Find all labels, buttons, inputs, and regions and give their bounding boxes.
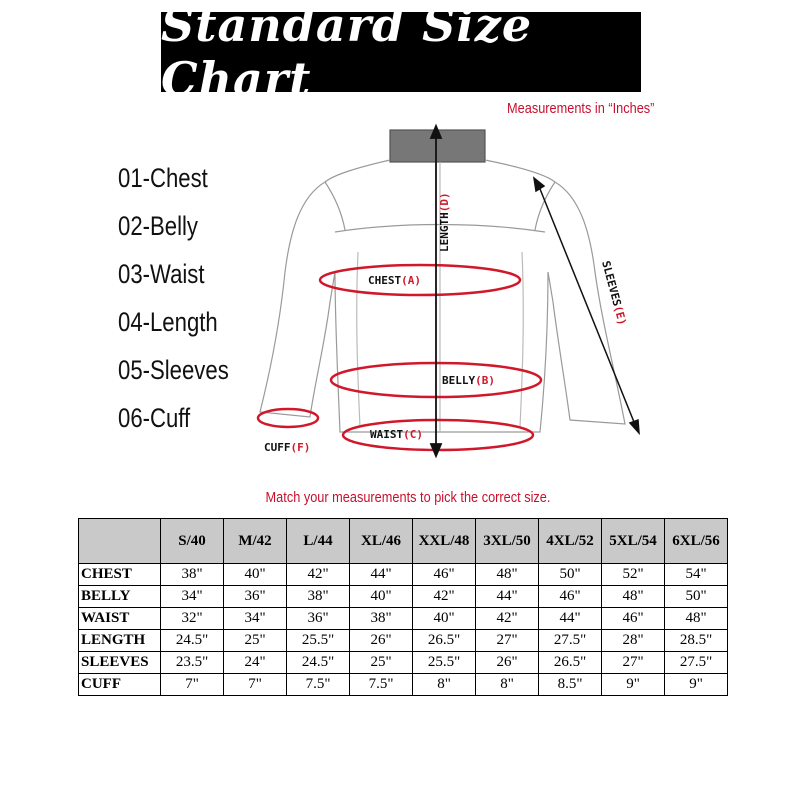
belly-label: BELLY(B)	[442, 374, 495, 387]
table-cell: 40"	[224, 564, 287, 586]
table-cell: 40"	[350, 586, 413, 608]
table-row	[79, 630, 728, 652]
table-row	[79, 586, 728, 608]
table-cell: 36"	[224, 586, 287, 608]
table-cell: 48"	[602, 586, 665, 608]
table-cell: 27"	[602, 652, 665, 674]
table-row	[79, 674, 728, 696]
table-cell: 44"	[350, 564, 413, 586]
units-note: Measurements in “Inches”	[506, 100, 654, 117]
table-cell: 26.5"	[539, 652, 602, 674]
size-header: L/44	[287, 519, 350, 564]
table-cell: 44"	[476, 586, 539, 608]
row-label: BELLY	[79, 586, 161, 608]
table-cell: 23.5"	[161, 652, 224, 674]
table-cell: 26"	[350, 630, 413, 652]
table-cell: 28"	[602, 630, 665, 652]
size-header: XXL/48	[413, 519, 476, 564]
table-cell: 46"	[602, 608, 665, 630]
table-cell: 7.5"	[287, 674, 350, 696]
table-cell: 38"	[161, 564, 224, 586]
table-cell: 34"	[161, 586, 224, 608]
row-label: LENGTH	[79, 630, 161, 652]
size-header: XL/46	[350, 519, 413, 564]
cuff-label: CUFF(F)	[264, 441, 311, 454]
table-cell: 52"	[602, 564, 665, 586]
table-cell: 7"	[224, 674, 287, 696]
sleeves-label: SLEEVES(E)	[599, 259, 629, 327]
table-cell: 26"	[476, 652, 539, 674]
size-header: 4XL/52	[539, 519, 602, 564]
table-cell: 48"	[476, 564, 539, 586]
table-cell: 25.5"	[413, 652, 476, 674]
size-header-row	[79, 519, 728, 564]
table-cell: 54"	[665, 564, 728, 586]
table-cell: 34"	[224, 608, 287, 630]
table-cell: 50"	[539, 564, 602, 586]
legend-item-length: 04-Length	[118, 307, 218, 337]
size-table	[78, 518, 728, 696]
table-cell: 42"	[413, 586, 476, 608]
legend-item-cuff: 06-Cuff	[118, 403, 191, 433]
table-cell: 36"	[287, 608, 350, 630]
size-header: M/42	[224, 519, 287, 564]
table-cell: 46"	[413, 564, 476, 586]
length-label: LENGTH(D)	[438, 192, 451, 252]
table-cell: 46"	[539, 586, 602, 608]
size-header: 6XL/56	[665, 519, 728, 564]
table-cell: 28.5"	[665, 630, 728, 652]
table-cell: 25"	[350, 652, 413, 674]
waist-label: WAIST(C)	[370, 428, 423, 441]
table-cell: 32"	[161, 608, 224, 630]
table-cell: 24.5"	[287, 652, 350, 674]
size-header: 5XL/54	[602, 519, 665, 564]
table-row	[79, 608, 728, 630]
size-header: S/40	[161, 519, 224, 564]
table-cell: 9"	[602, 674, 665, 696]
row-label: SLEEVES	[79, 652, 161, 674]
measurement-legend	[118, 160, 253, 448]
match-note: Match your measurements to pick the correct size.	[265, 489, 551, 506]
table-cell: 7.5"	[350, 674, 413, 696]
table-cell: 8"	[413, 674, 476, 696]
row-label: WAIST	[79, 608, 161, 630]
size-header: 3XL/50	[476, 519, 539, 564]
table-cell: 7"	[161, 674, 224, 696]
table-cell: 50"	[665, 586, 728, 608]
table-cell: 42"	[287, 564, 350, 586]
table-cell: 27"	[476, 630, 539, 652]
table-cell: 42"	[476, 608, 539, 630]
table-cell: 9"	[665, 674, 728, 696]
cuff-ellipse	[258, 409, 318, 427]
table-cell: 27.5"	[539, 630, 602, 652]
table-cell: 25.5"	[287, 630, 350, 652]
header-corner	[79, 519, 161, 564]
legend-item-chest: 01-Chest	[118, 163, 208, 193]
legend-item-sleeves: 05-Sleeves	[118, 355, 229, 385]
legend-item-waist: 03-Waist	[118, 259, 205, 289]
table-cell: 48"	[665, 608, 728, 630]
page-title: Standard Size Chart	[161, 0, 533, 106]
table-cell: 8"	[476, 674, 539, 696]
jacket-diagram	[240, 122, 660, 467]
table-cell: 8.5"	[539, 674, 602, 696]
chest-label: CHEST(A)	[368, 274, 421, 287]
table-row	[79, 652, 728, 674]
table-cell: 24.5"	[161, 630, 224, 652]
row-label: CUFF	[79, 674, 161, 696]
table-cell: 44"	[539, 608, 602, 630]
row-label: CHEST	[79, 564, 161, 586]
table-cell: 38"	[287, 586, 350, 608]
table-cell: 25"	[224, 630, 287, 652]
table-cell: 24"	[224, 652, 287, 674]
table-cell: 27.5"	[665, 652, 728, 674]
table-cell: 40"	[413, 608, 476, 630]
table-row	[79, 564, 728, 586]
table-cell: 26.5"	[413, 630, 476, 652]
title-banner	[161, 0, 641, 106]
legend-item-belly: 02-Belly	[118, 211, 198, 241]
table-cell: 38"	[350, 608, 413, 630]
